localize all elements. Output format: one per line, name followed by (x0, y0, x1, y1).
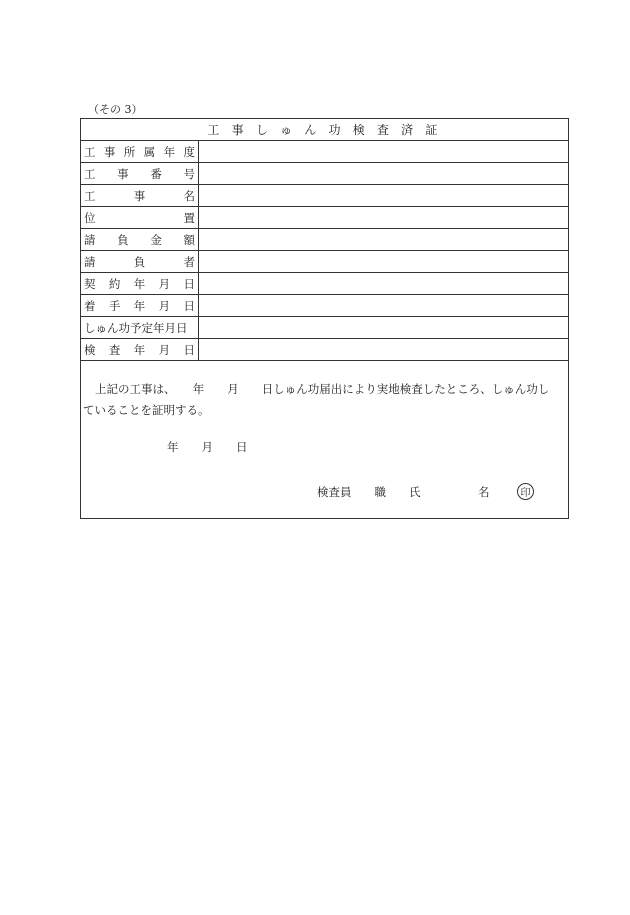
field-label-char: 事 (117, 166, 129, 181)
field-label-char: 日 (183, 276, 195, 291)
field-label (81, 251, 199, 272)
field-label (81, 339, 199, 360)
field-label-char: 事 (133, 188, 146, 203)
field-row (81, 141, 568, 163)
field-label-char: 年 (133, 298, 146, 313)
field-row (81, 339, 568, 361)
field-label (81, 141, 199, 162)
field-label-char: 年 (163, 144, 176, 159)
field-row (81, 185, 568, 207)
field-label-char: 所 (123, 144, 136, 159)
certificate-date: 年 月 日 (167, 440, 248, 454)
field-row (81, 317, 568, 339)
field-label-char: 属 (143, 144, 156, 159)
field-value-cell[interactable] (199, 207, 568, 228)
field-label-char: 工 (84, 144, 96, 159)
field-row (81, 207, 568, 229)
field-value-cell[interactable] (199, 163, 568, 184)
field-label (81, 229, 199, 250)
field-label-char: 事 (103, 144, 116, 159)
field-label-char: 番 (150, 166, 162, 181)
field-row (81, 273, 568, 295)
field-value-cell[interactable] (199, 273, 568, 294)
field-label-char: 名 (183, 188, 195, 203)
field-label-char: 年 (133, 276, 146, 291)
field-label-char: 約 (108, 276, 121, 291)
field-label-char: 工 (84, 188, 96, 203)
field-label (81, 295, 199, 316)
field-label-char: 請 (84, 254, 96, 269)
field-value-cell[interactable] (199, 295, 568, 316)
field-label-char: 位 (84, 210, 96, 225)
field-value-cell[interactable] (199, 251, 568, 272)
field-row (81, 295, 568, 317)
field-label-char: 手 (108, 298, 121, 313)
field-label (81, 207, 199, 228)
field-label-char: 度 (183, 144, 195, 159)
field-value-cell[interactable] (199, 229, 568, 250)
field-label-char: 負 (117, 232, 129, 247)
field-label-char: 額 (183, 232, 195, 247)
field-label-char: 置 (183, 210, 195, 225)
field-label-char: 月 (158, 276, 171, 291)
completion-certificate-form (80, 118, 569, 519)
field-row (81, 251, 568, 273)
field-row (81, 229, 568, 251)
field-label-char: 査 (108, 342, 121, 357)
inspector-signature-line: 検査員 職 氏 名 (317, 485, 490, 499)
field-label-char: 請 (84, 232, 96, 247)
statement-line-1: 上記の工事は、 年 月 日しゅん功届出により実地検査したところ、しゅん功し (95, 382, 550, 396)
certificate-statement (83, 379, 566, 421)
field-label-char: 日 (183, 298, 195, 313)
field-label-char: 金 (150, 232, 162, 247)
field-label-char: 工 (84, 166, 96, 181)
statement-line-2: ていることを証明する。 (83, 403, 210, 417)
field-label-char: 年 (133, 342, 146, 357)
field-label-char: 日 (183, 342, 195, 357)
field-label-char: 月 (158, 298, 171, 313)
field-label-char: しゅん功予定年月日 (84, 320, 188, 335)
field-label-char: 負 (133, 254, 146, 269)
field-value-cell[interactable] (199, 317, 568, 338)
form-title: 工 事 し ゅ ん 功 検 査 済 証 (81, 119, 568, 141)
field-label (81, 317, 199, 338)
field-label (81, 185, 199, 206)
field-label-char: 月 (158, 342, 171, 357)
field-label-char: 契 (84, 276, 96, 291)
field-label (81, 163, 199, 184)
field-value-cell[interactable] (199, 339, 568, 360)
field-label (81, 273, 199, 294)
field-label-char: 検 (84, 342, 96, 357)
field-value-cell[interactable] (199, 141, 568, 162)
field-label-char: 着 (84, 298, 96, 313)
field-value-cell[interactable] (199, 185, 568, 206)
form-number-note: （その 3） (88, 103, 143, 116)
seal-mark: 印 (517, 483, 534, 500)
field-label-char: 号 (183, 166, 195, 181)
field-label-char: 者 (183, 254, 195, 269)
field-row (81, 163, 568, 185)
form-fields (81, 141, 568, 361)
